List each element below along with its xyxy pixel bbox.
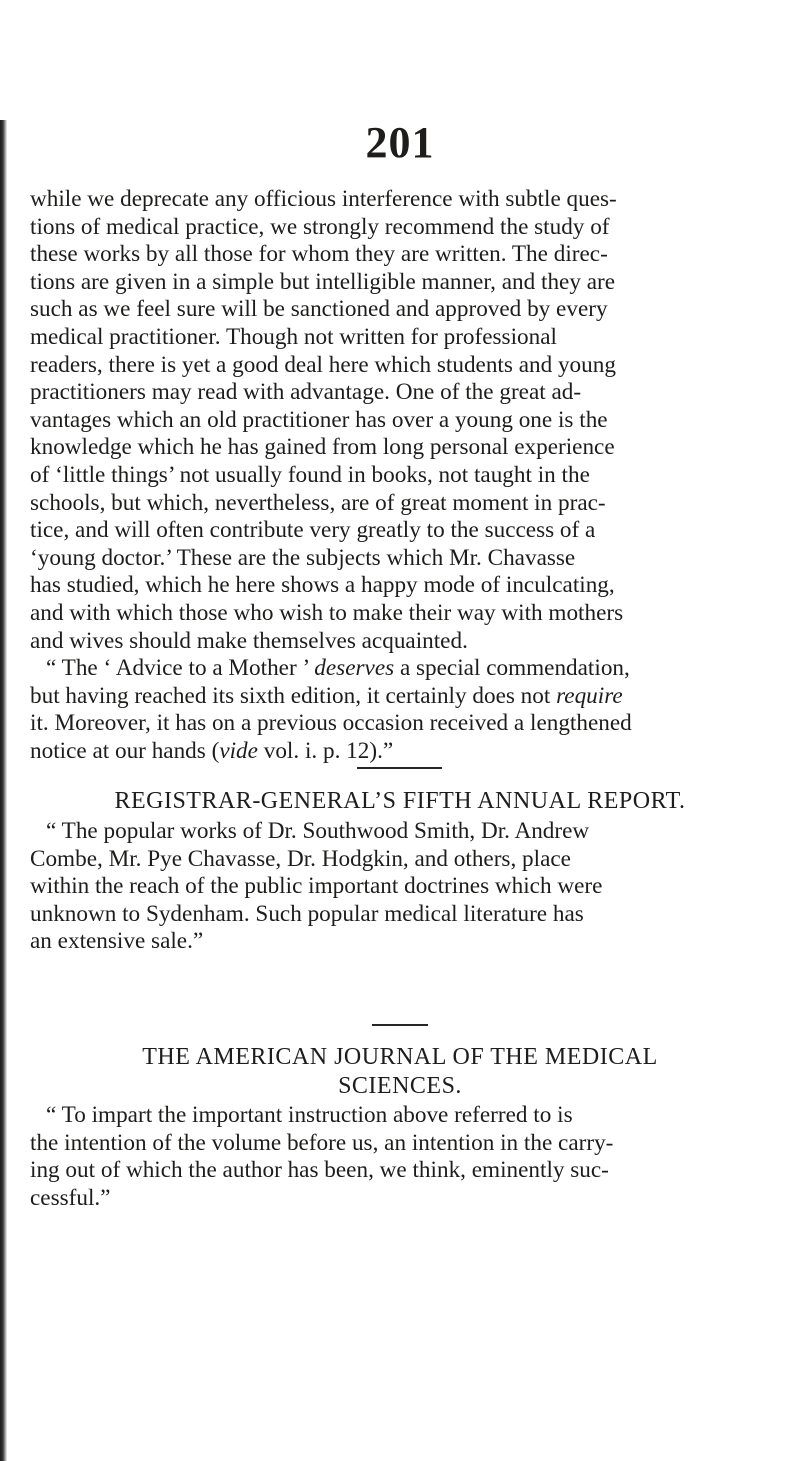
review-one-line: medical practitioner. Though not written for professional bbox=[30, 323, 557, 350]
review-one-line: of ‘little things’ not usually found in books, not taught in the bbox=[30, 461, 590, 488]
review-one-line: ‘young doctor.’ These are the subjects which Mr. Chavasse bbox=[30, 544, 576, 571]
review-one-line: has studied, which he here shows a happy mode of inculcating, bbox=[30, 572, 615, 599]
review-one-line: and with which those who wish to make their way with mothers bbox=[30, 599, 624, 626]
review-two-line: an extensive sale.” bbox=[30, 928, 204, 955]
review-one-line: practitioners may read with advantage. One of the great ad- bbox=[30, 379, 582, 406]
review-one-emphasis-require: require bbox=[556, 682, 623, 709]
review-one-quote-text: vol. i. p. 12).” bbox=[257, 737, 394, 764]
review-three-line: ing out of which the author has been, we think, eminently suc- bbox=[30, 1157, 609, 1184]
review-one-line: readers, there is yet a good deal here which students and young bbox=[30, 351, 616, 378]
review-one-line: such as we feel sure will be sanctioned and approved by every bbox=[30, 296, 608, 323]
review-three-heading-continued: SCIENCES. bbox=[338, 1073, 462, 1099]
review-three-heading: THE AMERICAN JOURNAL OF THE MEDICAL bbox=[142, 1044, 658, 1070]
review-three-line: “ To impart the important instruction above referred to is bbox=[46, 1102, 573, 1128]
review-one-quote-text: but having reached its sixth edition, it certainly does not bbox=[30, 682, 557, 709]
review-one-quote-line bbox=[30, 738, 784, 766]
review-one-quote-line bbox=[30, 683, 784, 711]
review-two-line: “ The popular works of Dr. Southwood Smith, Dr. Andrew bbox=[46, 818, 590, 844]
review-one-quote-text: “ The ‘ Advice to a Mother ’ bbox=[46, 655, 315, 682]
review-one-body bbox=[30, 186, 784, 765]
review-one-line: schools, but which, nevertheless, are of great moment in prac- bbox=[30, 489, 606, 516]
review-three-body bbox=[30, 1102, 784, 1212]
review-two-line: unknown to Sydenham. Such popular medical literature has bbox=[30, 900, 584, 927]
review-two-heading: REGISTRAR-GENERAL’S FIFTH ANNUAL REPORT. bbox=[114, 788, 686, 814]
review-one-line: these works by all those for whom they are written. The direc- bbox=[30, 241, 608, 268]
review-one-emphasis-deserves: deserves bbox=[314, 655, 395, 682]
page-number: 201 bbox=[365, 118, 435, 167]
review-one-quote-text: a special commendation, bbox=[394, 655, 630, 682]
review-one-line: knowledge which he has gained from long personal experience bbox=[30, 434, 615, 461]
review-one-line: while we deprecate any officious interference with subtle ques- bbox=[30, 186, 617, 212]
review-one-quote-line bbox=[30, 655, 784, 683]
review-one-line: tions are given in a simple but intelligible manner, and they are bbox=[30, 268, 616, 295]
section-divider bbox=[372, 1024, 428, 1026]
review-two-line: within the reach of the public important doctrines which were bbox=[30, 873, 603, 900]
review-one-line: vantages which an old practitioner has over a young one is the bbox=[30, 406, 608, 433]
review-one-quote-line: it. Moreover, it has on a previous occasion received a lengthened bbox=[30, 710, 632, 737]
review-three-line: cessful.” bbox=[30, 1184, 111, 1211]
review-two-line: Combe, Mr. Pye Chavasse, Dr. Hodgkin, and others, place bbox=[30, 845, 571, 872]
review-one-line: tions of medical practice, we strongly recommend the study of bbox=[30, 213, 610, 240]
review-one-line: tice, and will often contribute very greatly to the success of a bbox=[30, 517, 596, 544]
review-one-line: and wives should make themselves acquainted. bbox=[30, 627, 468, 654]
review-three-line: the intention of the volume before us, an intention in the carry- bbox=[30, 1129, 614, 1156]
review-one-quote-text: notice at our hands ( bbox=[30, 737, 220, 764]
section-divider bbox=[357, 767, 442, 769]
review-one-emphasis-vide: vide bbox=[219, 737, 258, 764]
review-two-body bbox=[30, 818, 784, 956]
